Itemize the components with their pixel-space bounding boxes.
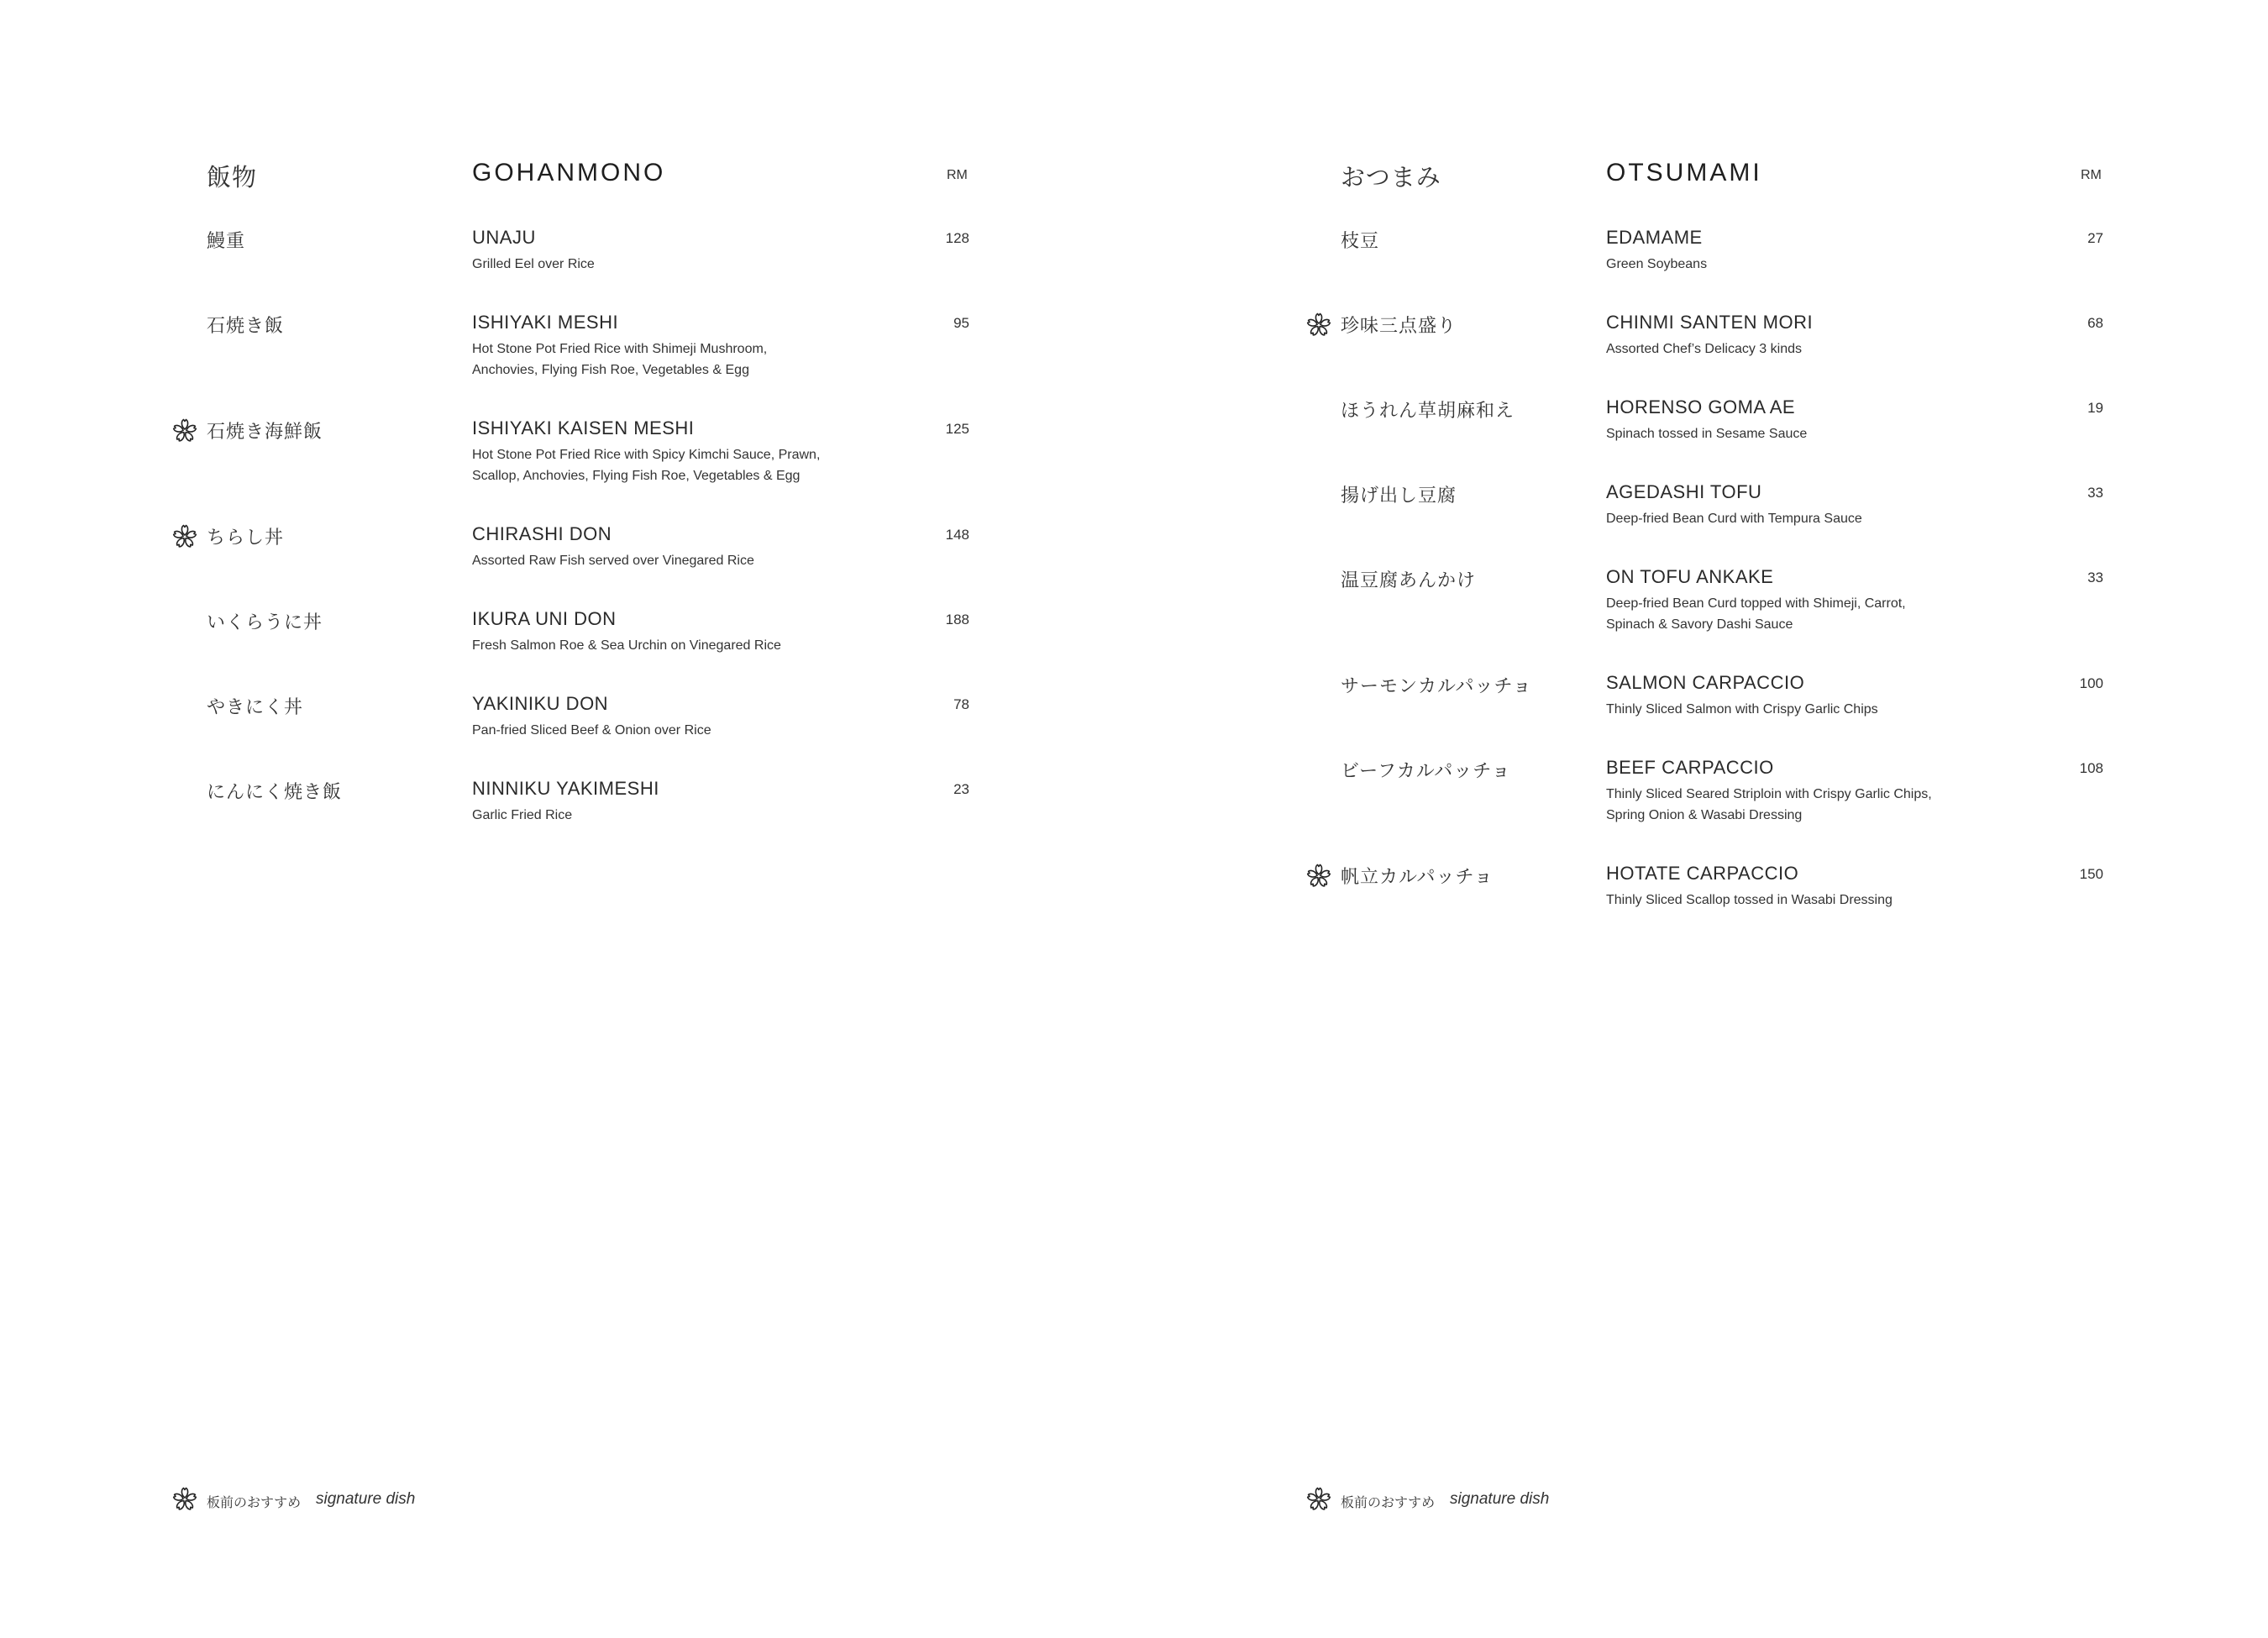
menu-item (0, 778, 1134, 863)
item-description: Green Soybeans (1606, 257, 1708, 271)
item-description: Thinly Sliced Scallop tossed in Wasabi Dressing (1606, 893, 1893, 907)
item-price: 128 (945, 230, 969, 246)
section-title-jp: おつまみ (1341, 163, 1441, 192)
item-description: Thinly Sliced Salmon with Crispy Garlic Chips (1606, 702, 1878, 717)
item-description: Thinly Sliced Seared Striploin with Crispy Garlic Chips, Spring Onion & Wasabi Dressing (1606, 787, 1932, 822)
item-name-jp: ほうれん草胡麻和え (1341, 401, 1515, 422)
currency-label: RM (947, 168, 968, 182)
menu-item-list (0, 227, 1134, 863)
item-description: Assorted Chef’s Delicacy 3 kinds (1606, 342, 1802, 356)
item-price: 100 (2079, 675, 2103, 691)
section-title-en: GOHANMONO (472, 159, 666, 186)
menu-item (1134, 312, 2268, 396)
item-price: 68 (2087, 315, 2103, 331)
item-name-jp: ビーフカルパッチョ (1341, 761, 1511, 782)
item-name-jp: にんにく焼き飯 (207, 782, 343, 803)
section-title-jp: 飯物 (207, 163, 258, 192)
menu-item (1134, 396, 2268, 481)
item-name-en: UNAJU (472, 227, 536, 248)
section-header (0, 155, 1134, 192)
item-description: Garlic Fried Rice (472, 808, 573, 822)
menu-item (0, 693, 1134, 778)
item-name-en: HORENSO GOMA AE (1606, 396, 1796, 417)
item-name-jp: 揚げ出し豆腐 (1341, 486, 1457, 507)
section-title-en: OTSUMAMI (1606, 159, 1762, 186)
item-price: 188 (945, 612, 969, 627)
legend-text-jp: 板前のおすすめ (1341, 1494, 1436, 1510)
sakura-flower-icon (1306, 864, 1331, 889)
item-name-jp: 珍味三点盛り (1341, 316, 1457, 337)
currency-label: RM (2081, 168, 2102, 182)
item-name-en: YAKINIKU DON (472, 693, 609, 714)
sakura-flower-icon (172, 1487, 197, 1512)
section-header (1134, 155, 2268, 192)
item-name-jp: 帆立カルパッチョ (1341, 867, 1494, 888)
menu-item (1134, 481, 2268, 566)
sakura-flower-icon (172, 524, 197, 549)
menu-page-otsumami (1134, 0, 2268, 1638)
item-price: 33 (2087, 570, 2103, 585)
item-name-en: ISHIYAKI MESHI (472, 312, 619, 333)
item-price: 78 (953, 696, 969, 712)
legend-text-en: signature dish (1450, 1490, 1550, 1508)
sakura-flower-icon (1306, 1487, 1331, 1512)
menu-item (1134, 672, 2268, 757)
item-name-jp: 石焼き海鮮飯 (207, 422, 323, 443)
signature-legend (1134, 1483, 2268, 1517)
item-description: Fresh Salmon Roe & Sea Urchin on Vinegared Rice (472, 638, 781, 653)
item-name-jp: やきにく丼 (207, 697, 304, 718)
item-description: Hot Stone Pot Fried Rice with Spicy Kimchi Sauce, Prawn, Scallop, Anchovies, Flying Fish Roe, Vegetables & Egg (472, 448, 821, 483)
menu-item (1134, 566, 2268, 672)
item-price: 108 (2079, 760, 2103, 776)
menu-item (1134, 227, 2268, 312)
item-name-jp: 枝豆 (1341, 231, 1380, 252)
item-name-en: IKURA UNI DON (472, 608, 617, 629)
item-description: Hot Stone Pot Fried Rice with Shimeji Mushroom, Anchovies, Flying Fish Roe, Vegetables & Egg (472, 342, 768, 377)
menu-item (1134, 863, 2268, 948)
signature-legend (0, 1483, 1134, 1517)
item-name-en: SALMON CARPACCIO (1606, 672, 1805, 693)
item-description: Spinach tossed in Sesame Sauce (1606, 427, 1808, 441)
item-name-en: EDAMAME (1606, 227, 1703, 248)
menu-item (0, 523, 1134, 608)
menu-item-list (1134, 227, 2268, 948)
legend-text-en: signature dish (316, 1490, 416, 1508)
menu-item (0, 417, 1134, 523)
item-price: 125 (945, 421, 969, 437)
item-price: 27 (2087, 230, 2103, 246)
item-name-en: HOTATE CARPACCIO (1606, 863, 1799, 884)
item-name-jp: 温豆腐あんかけ (1341, 570, 1477, 591)
item-description: Pan-fried Sliced Beef & Onion over Rice (472, 723, 711, 738)
menu-item (0, 312, 1134, 417)
item-description: Deep-fried Bean Curd with Tempura Sauce (1606, 512, 1862, 526)
sakura-flower-icon (172, 418, 197, 444)
item-description: Grilled Eel over Rice (472, 257, 595, 271)
item-price: 148 (945, 527, 969, 543)
item-price: 23 (953, 781, 969, 797)
item-name-en: AGEDASHI TOFU (1606, 481, 1762, 502)
sakura-flower-icon (1306, 312, 1331, 338)
item-name-jp: ちらし丼 (207, 528, 285, 549)
menu-item (0, 227, 1134, 312)
item-name-en: NINNIKU YAKIMESHI (472, 778, 659, 799)
item-price: 95 (953, 315, 969, 331)
item-name-jp: サーモンカルパッチョ (1341, 676, 1532, 697)
item-description: Deep-fried Bean Curd topped with Shimeji, Carrot, Spinach & Savory Dashi Sauce (1606, 596, 1906, 632)
legend-text-jp: 板前のおすすめ (207, 1494, 302, 1510)
item-name-en: ISHIYAKI KAISEN MESHI (472, 417, 695, 438)
item-description: Assorted Raw Fish served over Vinegared Rice (472, 554, 754, 568)
item-price: 19 (2087, 400, 2103, 416)
item-name-en: ON TOFU ANKAKE (1606, 566, 1774, 587)
item-name-en: CHINMI SANTEN MORI (1606, 312, 1814, 333)
menu-item (1134, 757, 2268, 863)
item-name-en: CHIRASHI DON (472, 523, 612, 544)
item-name-en: BEEF CARPACCIO (1606, 757, 1774, 778)
item-price: 33 (2087, 485, 2103, 501)
item-name-jp: いくらうに丼 (207, 612, 323, 633)
item-name-jp: 石焼き飯 (207, 316, 285, 337)
item-name-jp: 鰻重 (207, 231, 246, 252)
item-price: 150 (2079, 866, 2103, 882)
menu-item (0, 608, 1134, 693)
